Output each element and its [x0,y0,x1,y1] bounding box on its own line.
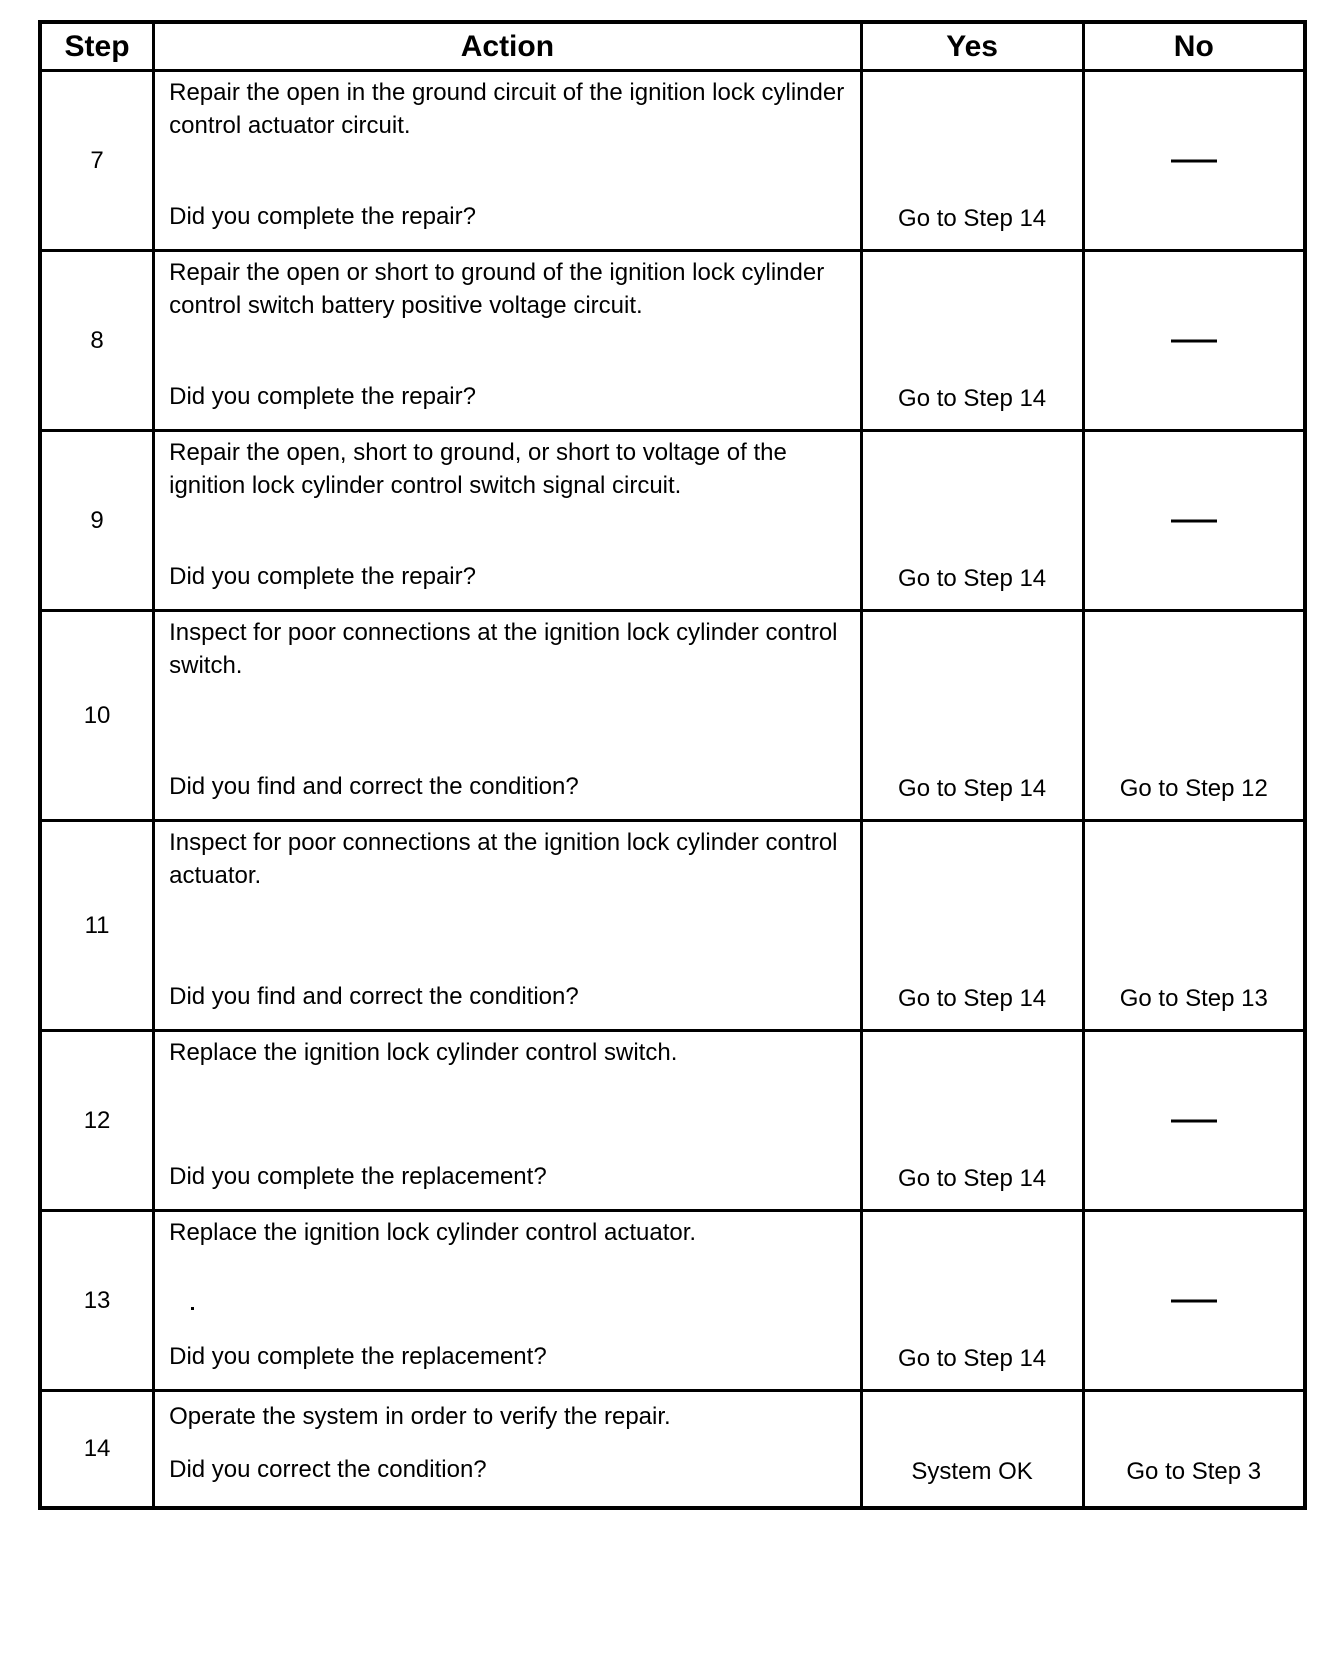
no-result: Go to Step 3 [1126,1457,1262,1485]
action-instruction: Operate the system in order to verify the repair. [169,1403,671,1430]
table-row [40,821,1305,1031]
yes-result: Go to Step 14 [898,385,1047,412]
no-cell [1083,1391,1305,1508]
step-number: 9 [40,431,154,611]
step-number: 10 [40,611,154,821]
no-result: Go to Step 13 [1119,985,1268,1012]
step-number: 7 [40,71,154,251]
table-row [40,1391,1305,1508]
yes-cell [861,251,1083,431]
no-cell [1083,821,1305,1031]
action-cell [154,71,862,251]
no-cell [1083,251,1305,431]
yes-cell [861,1031,1083,1211]
action-cell [154,1211,862,1391]
table-row [40,1211,1305,1391]
step-number: 11 [40,821,154,1031]
action-instruction: Replace the ignition lock cylinder control actuator. [169,1219,697,1246]
no-cell [1083,71,1305,251]
yes-result: Go to Step 14 [898,205,1047,232]
action-instruction: Inspect for poor connections at the ignition lock cylinder control switch. [169,619,838,679]
yes-result: Go to Step 14 [898,565,1047,592]
action-question: Did you complete the replacement? [169,1163,547,1190]
action-cell [154,611,862,821]
action-cell [154,1031,862,1211]
header-no: No [1083,22,1305,71]
no-cell [1083,611,1305,821]
yes-cell [861,71,1083,251]
step-number: 13 [40,1211,154,1391]
no-result-dash [1171,339,1217,342]
no-cell [1083,431,1305,611]
table-row [40,431,1305,611]
yes-cell [861,431,1083,611]
yes-cell [861,1391,1083,1508]
yes-result: Go to Step 14 [898,775,1047,802]
header-yes: Yes [861,22,1083,71]
step-number: 14 [40,1391,154,1508]
step-number: 12 [40,1031,154,1211]
yes-result: Go to Step 14 [898,1345,1047,1372]
yes-result: System OK [911,1457,1033,1485]
action-question: Did you complete the repair? [169,563,476,590]
scan-speck [191,1307,194,1310]
yes-cell [861,821,1083,1031]
header-step: Step [40,22,154,71]
table-row [40,71,1305,251]
no-result-dash [1171,1299,1217,1302]
action-question: Did you correct the condition? [169,1455,487,1483]
step-number: 8 [40,251,154,431]
action-question: Did you complete the replacement? [169,1343,547,1370]
diagnostic-table [38,20,1307,1510]
table-row [40,1031,1305,1211]
action-question: Did you find and correct the condition? [169,773,579,800]
action-instruction: Repair the open or short to ground of the ignition lock cylinder control switch battery positive voltage circuit. [169,259,825,319]
action-instruction: Replace the ignition lock cylinder control switch. [169,1039,678,1066]
no-result: Go to Step 12 [1119,775,1268,802]
action-question: Did you find and correct the condition? [169,983,579,1010]
no-result-dash [1171,519,1217,522]
no-cell [1083,1031,1305,1211]
action-instruction: Repair the open, short to ground, or short to voltage of the ignition lock cylinder control switch signal circuit. [169,439,787,499]
action-instruction: Repair the open in the ground circuit of the ignition lock cylinder control actuator circuit. [169,79,845,139]
action-cell [154,1391,862,1508]
no-result-dash [1171,1119,1217,1122]
action-cell [154,431,862,611]
table-row [40,611,1305,821]
no-result-dash [1171,159,1217,162]
yes-cell [861,1211,1083,1391]
yes-result: Go to Step 14 [898,985,1047,1012]
header-action: Action [154,22,862,71]
yes-result: Go to Step 14 [898,1165,1047,1192]
action-question: Did you complete the repair? [169,203,476,230]
no-cell [1083,1211,1305,1391]
action-instruction: Inspect for poor connections at the ignition lock cylinder control actuator. [169,829,838,889]
table-row [40,251,1305,431]
action-question: Did you complete the repair? [169,383,476,410]
action-cell [154,251,862,431]
yes-cell [861,611,1083,821]
header-row [40,22,1305,71]
action-cell [154,821,862,1031]
